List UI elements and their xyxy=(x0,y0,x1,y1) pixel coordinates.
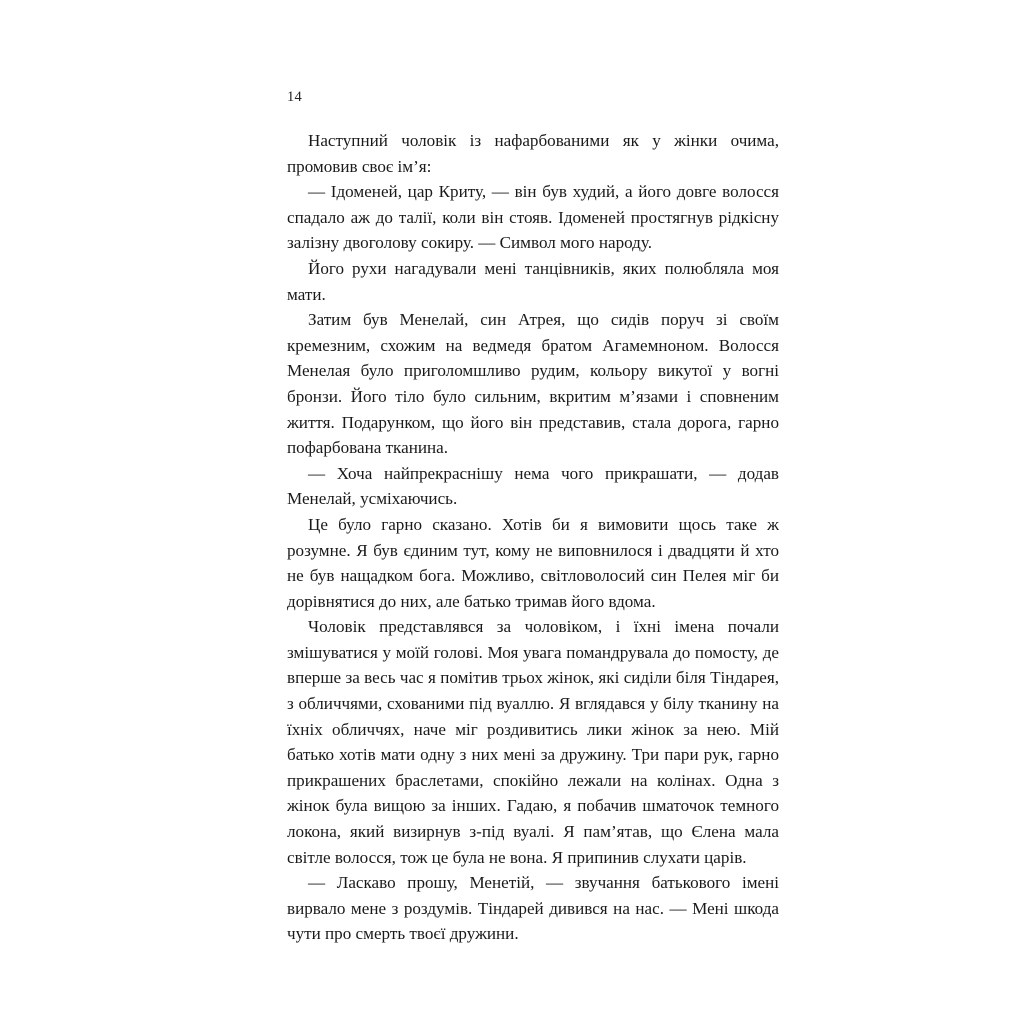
body-paragraph: Затим був Менелай, син Атрея, що сидів поруч зі своїм кремезним, схожим на ведмедя братом Агамемноном. Волосся Менелая було приголомшливо рудим, кольору викутої у вогні бронзи. Його тіло було сильним, вкритим м’язами і сповненим життя. Подарунком, що його він представив, стала дорога, гарно пофарбована тканина. xyxy=(287,310,779,458)
body-paragraph: — Хоча найпрекраснішу нема чого прикрашати, — додав Менелай, усміхаючись. xyxy=(287,463,779,509)
body-paragraph: Наступний чоловік із нафарбованими як у жінки очима, промовив своє ім’я: xyxy=(287,131,779,176)
body-paragraph: Його рухи нагадували мені танцівників, яких полюбляла моя мати. xyxy=(287,258,779,304)
body-paragraph: Чоловік представлявся за чоловіком, і їхні імена почали змішуватися у моїй голові. Моя увага помандрувала до помосту, де вперше за весь час я помітив трьох жінок, які сиділи біля Тіндарея, з обличчями, схованими під вуаллю. Я вглядався у білу тканину на їхніх обличчях, наче міг роздивитись лики жінок за нею. Мій батько хотів мати одну з них мені за дружину. Три пари рук, гарно прикрашених браслетами, спокійно лежали на колінах. Одна з жінок була вищою за інших. Гадаю, я побачив шматочок темного локона, який визирнув з-під вуалі. Я пам’ятав, що Єлена мала світле волосся, тож це була не вона. Я припинив слухати царів. xyxy=(287,617,779,867)
body-text-block xyxy=(287,128,779,947)
body-paragraph: — Ідоменей, цар Криту, — він був худий, а його довге волосся спадало аж до талії, коли він стояв. Ідоменей простягнув рідкісну залізну двоголову сокиру. — Символ мого народу. xyxy=(287,182,779,253)
body-paragraph: — Ласкаво прошу, Менетій, — звучання батькового імені вирвало мене з роздумів. Тіндарей дивився на нас. — Мені шкода чути про смерть твоєї дружини. xyxy=(287,873,779,944)
body-paragraph: Це було гарно сказано. Хотів би я вимовити щось таке ж розумне. Я був єдиним тут, кому не виповнилося і двадцяти й хто не був нащадком бога. Можливо, світловолосий син Пелея міг би дорівнятися до них, але батько тримав його вдома. xyxy=(287,514,779,611)
page-number: 14 xyxy=(287,89,303,105)
